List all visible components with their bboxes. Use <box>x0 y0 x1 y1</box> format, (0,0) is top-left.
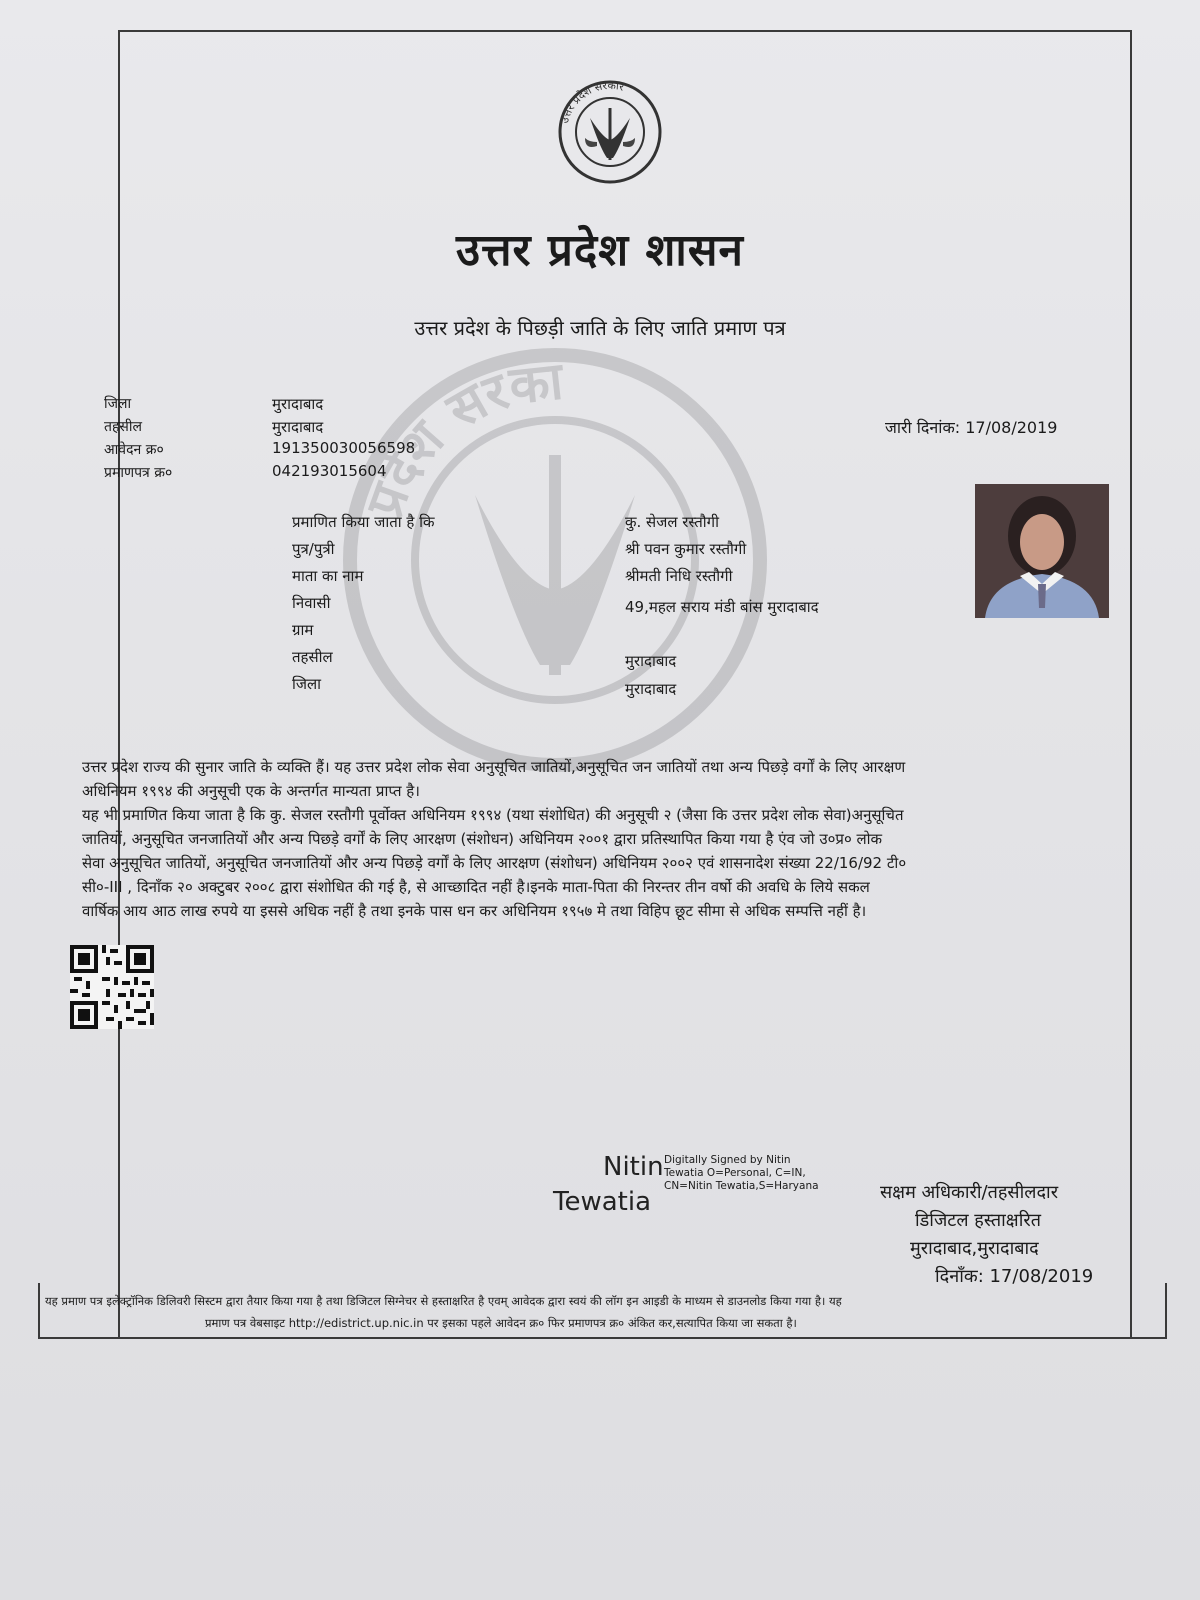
detail-value-mother: श्रीमती निधि रस्तौगी <box>625 567 733 585</box>
detail-label-district: जिला <box>292 675 322 693</box>
body-line-4: जातियों, अनुसूचित जनजातियों और अन्य पिछड़े वर्गों के लिए आरक्षण (संशोधन) अधिनियम २००१ द्वारा प्रतिस्थापित किया गया है एंव जो उ०प्र० लोक <box>82 830 883 848</box>
officer-signed: डिजिटल हस्ताक्षरित <box>915 1210 1041 1231</box>
body-line-6: सी०-III , दिनाँक २० अक्टुबर २००८ द्वारा संशोधित की गई है, से आच्छादित नहीं है।इनके माता-पिता की निरन्तर तीन वर्षो की अवधि के लिये सकल <box>82 878 870 896</box>
detail-label-tehsil: तहसील <box>292 648 333 666</box>
footer-line-2: प्रमाण पत्र वेबसाइट http://edistrict.up.nic.in पर इसका पहले आवेदन क्र० फिर प्रमाणपत्र क्र० अंकित कर,सत्यापित किया जा सकता है। <box>205 1316 797 1330</box>
detail-label-resident: निवासी <box>292 594 331 612</box>
detail-label-village: ग्राम <box>292 621 314 639</box>
meta-value-certificate-no: 042193015604 <box>272 462 387 480</box>
body-line-2: अधिनियम १९९४ की अनुसूची एक के अन्तर्गत मान्यता प्राप्त है। <box>82 782 420 800</box>
body-line-3: यह भी प्रमाणित किया जाता है कि कु. सेजल रस्तौगी पूर्वोक्त अधिनियम १९९४ (यथा संशोधित) की अनुसूची २ (जैसा कि उत्तर प्रदेश लोक सेवा)अनुसूचित <box>82 806 904 824</box>
detail-label-certified: प्रमाणित किया जाता है कि <box>292 513 435 531</box>
detail-value-father: श्री पवन कुमार रस्तौगी <box>625 540 747 558</box>
qr-code[interactable] <box>70 945 154 1029</box>
footer-line-1: यह प्रमाण पत्र इलेक्ट्रॉनिक डिलिवरी सिस्टम द्वारा तैयार किया गया है तथा डिजिटल सिग्नेचर से हस्ताक्षरित है एवम् आवेदक द्वारा स्वयं की लॉग इन आइडी के माध्यम से डाउनलोड किया गया है। यह <box>45 1294 842 1308</box>
detail-label-mother: माता का नाम <box>292 567 364 585</box>
detail-label-child-of: पुत्र/पुत्री <box>292 540 335 558</box>
meta-label-certificate-no: प्रमाणपत्र क्र० <box>104 465 173 481</box>
body-line-5: सेवा अनुसूचित जातियों, अनुसूचित जनजातियों और अन्य पिछड़े वर्गों के लिए आरक्षण (संशोधन) अधिनियम २००२ एवं शासनादेश संख्या 22/16/92 टी० <box>82 854 907 872</box>
meta-value-application-no: 191350030056598 <box>272 439 416 457</box>
certificate-subtitle: उत्तर प्रदेश के पिछड़ी जाति के लिए जाति प्रमाण पत्र <box>414 316 786 340</box>
meta-label-district: जिला <box>104 396 132 412</box>
state-emblem-seal <box>545 78 675 186</box>
signature-detail-line-1: Digitally Signed by Nitin <box>664 1154 791 1166</box>
signature-detail-line-3: CN=Nitin Tewatia,S=Haryana <box>664 1180 819 1192</box>
officer-title: सक्षम अधिकारी/तहसीलदार <box>880 1182 1059 1203</box>
digital-signature-details <box>664 1154 834 1193</box>
meta-label-tehsil: तहसील <box>104 419 142 435</box>
signature-detail-line-2: Tewatia O=Personal, C=IN, <box>664 1167 806 1179</box>
officer-place: मुरादाबाद,मुरादाबाद <box>910 1238 1039 1259</box>
detail-value-tehsil: मुरादाबाद <box>625 652 677 670</box>
detail-value-address: 49,महल सराय मंडी बांस मुरादाबाद <box>625 598 819 616</box>
meta-value-district: मुरादाबाद <box>272 395 324 413</box>
emblem-text: उत्तर प्रदेश सरकार <box>557 78 626 125</box>
detail-value-district: मुरादाबाद <box>625 680 677 698</box>
detail-value-name: कु. सेजल रस्तौगी <box>625 513 719 531</box>
svg-text:उत्तर प्रदेश सरकार <box>558 79 626 125</box>
watermark-text: प्रदेश सरका <box>355 351 566 525</box>
meta-value-tehsil: मुरादाबाद <box>272 418 324 436</box>
signer-first-name: Nitin <box>603 1152 664 1182</box>
issue-date: जारी दिनांक: 17/08/2019 <box>885 418 1058 437</box>
emblem-watermark <box>325 345 785 775</box>
applicant-photo <box>975 484 1109 618</box>
officer-date: दिनाँक: 17/08/2019 <box>935 1266 1094 1287</box>
body-line-1: उत्तर प्रदेश राज्य की सुनार जाति के व्यक्ति हैं। यह उत्तर प्रदेश लोक सेवा अनुसूचित जातियों,अनुसूचित जन जातियों तथा अन्य पिछड़े वर्गों के लिए आरक्षण <box>82 758 906 776</box>
body-line-7: वार्षिक आय आठ लाख रुपये या इससे अधिक नहीं है तथा इनके पास धन कर अधिनियम १९५७ मे तथा विहिप छूट सीमा से अधिक सम्पत्ति नहीं है। <box>82 902 867 920</box>
signer-last-name: Tewatia <box>553 1187 652 1217</box>
page-title: उत्तर प्रदेश शासन <box>456 225 744 276</box>
meta-label-application-no: आवेदन क्र० <box>104 442 164 458</box>
